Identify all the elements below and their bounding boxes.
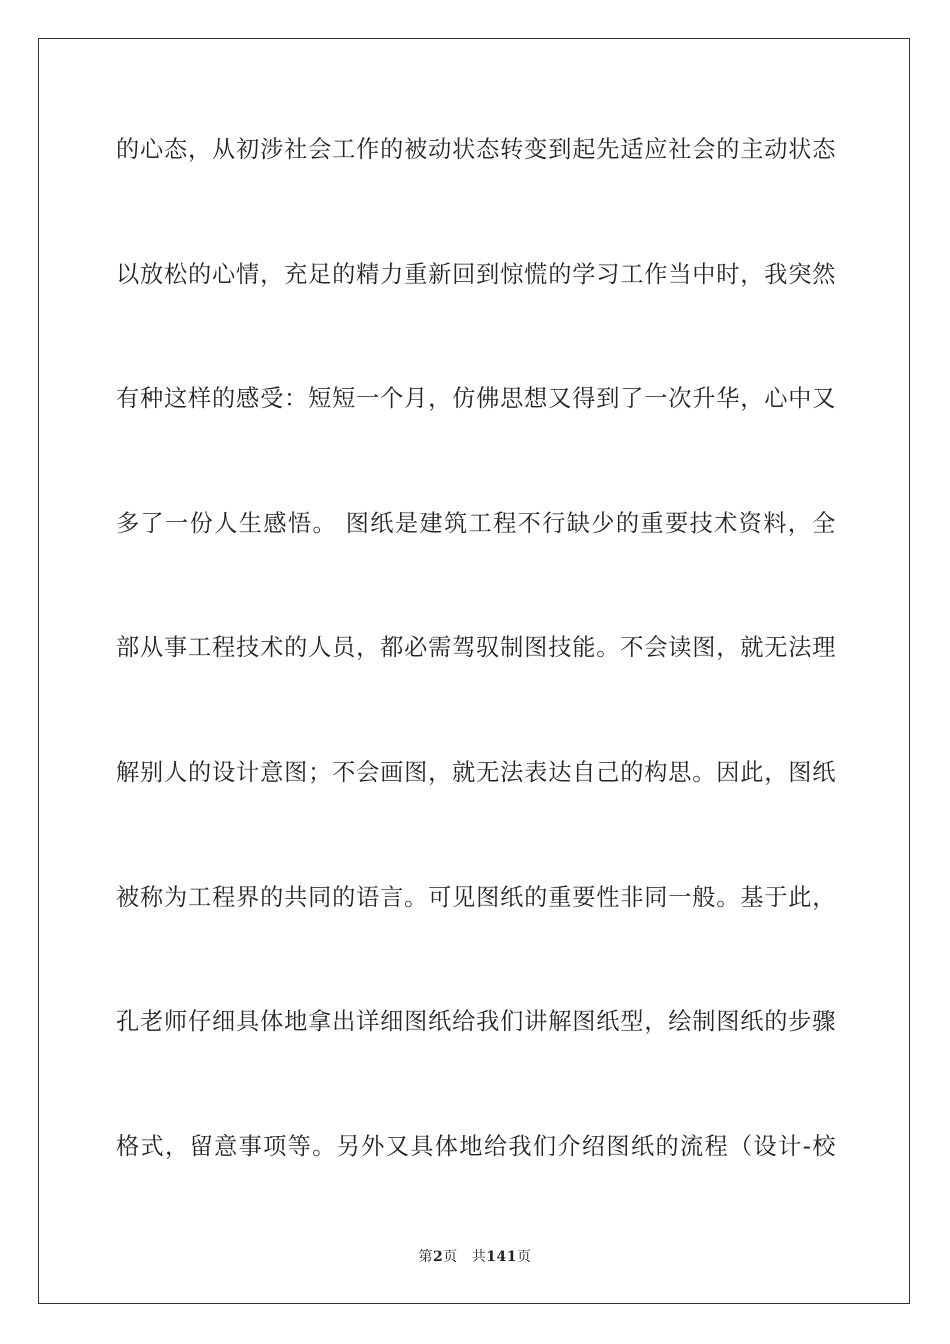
text-line: 格式，留意事项等。另外又具体地给我们介绍图纸的流程（设计-校 <box>116 1132 836 1160</box>
text-line: 多了一份人生感悟。 图纸是建筑工程不行缺少的重要技术资料，全 <box>116 509 836 537</box>
page-prefix: 第 <box>418 1249 433 1265</box>
text-line: 的心态，从初涉社会工作的被动状态转变到起先适应社会的主动状态 <box>116 136 836 163</box>
text-line: 孔老师仔细具体地拿出详细图纸给我们讲解图纸型，绘制图纸的步骤 <box>116 1008 836 1036</box>
text-line: 以放松的心情，充足的精力重新回到惊慌的学习工作当中时，我突然 <box>116 260 836 288</box>
total-prefix: 共 <box>471 1249 487 1265</box>
total-pages: 141 <box>486 1249 517 1265</box>
text-line: 部从事工程技术的人员，都必需驾驭制图技能。不会读图，就无法理 <box>116 634 836 662</box>
page-number: 2 <box>433 1249 444 1265</box>
text-line: 有种这样的感受：短短一个月，仿佛思想又得到了一次升华，心中又 <box>116 385 836 413</box>
text-line: 被称为工程界的共同的语言。可见图纸的重要性非同一般。基于此， <box>116 883 836 911</box>
body-text <box>116 126 836 1247</box>
page-footer <box>0 1246 950 1266</box>
page-suffix: 页 <box>443 1249 458 1265</box>
text-line: 解别人的设计意图；不会画图，就无法表达自己的构思。因此，图纸 <box>116 758 836 786</box>
total-suffix: 页 <box>516 1249 532 1265</box>
